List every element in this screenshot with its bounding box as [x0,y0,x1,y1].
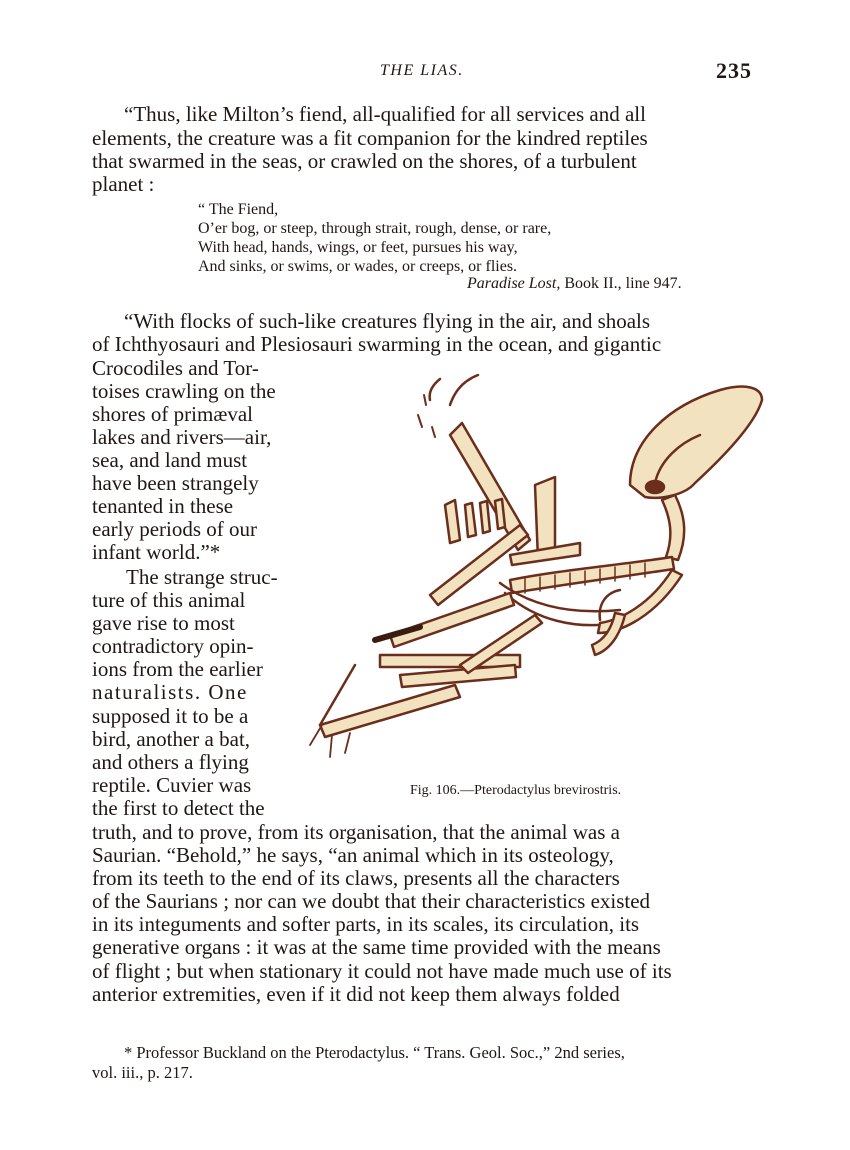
text-line: gave rise to most [92,611,235,635]
text-line: that swarmed in the seas, or crawled on the shores, of a turbulent [92,149,637,173]
text-line: “With flocks of such-like creatures flying in the air, and shoals [124,309,651,333]
text-line: tenanted in these [92,494,234,518]
text-line: naturalists. One [92,680,248,704]
text-line: Saurian. “Behold,” he says, “an animal which in its osteology, [92,843,614,867]
verse-line: And sinks, or swims, or wades, or creeps, or flies. [198,258,518,275]
text-line: toises crawling on the [92,379,276,403]
text-line: anterior extremities, even if it did not keep them always folded [92,982,620,1006]
text-line: reptile. Cuvier was [92,773,252,797]
text-line: planet : [92,172,155,196]
text-line: The strange struc- [126,565,278,589]
footnote-line: * Professor Buckland on the Pterodactylus. “ Trans. Geol. Soc.,” 2nd series, [124,1043,625,1062]
text-line: ions from the earlier [92,657,263,681]
text-line: sea, and land must [92,448,248,472]
verse-line: “ The Fiend, [198,201,279,218]
text-line: in its integuments and softer parts, in its scales, its circulation, its [92,912,640,936]
page-number: 235 [716,58,752,83]
citation-reference: Book II., line 947. [560,275,682,292]
text-line: the first to detect the [92,796,265,820]
text-line: elements, the creature was a fit companion for the kindred reptiles [92,126,648,150]
citation-title: Paradise Lost, [467,275,561,292]
text-line: and others a flying [92,750,249,774]
text-line: infant world.”* [92,540,221,564]
text-line: ture of this animal [92,588,246,612]
text-line: of flight ; but when stationary it could not have made much use of its [92,959,672,983]
text-line: “Thus, like Milton’s fiend, all-qualified for all services and all [124,102,646,126]
text-line: Crocodiles and Tor- [92,356,259,380]
text-line: have been strangely [92,471,259,495]
text-line: of Ichthyosauri and Plesiosauri swarming in the ocean, and gigantic [92,332,662,356]
verse-citation [467,274,682,294]
footnote-line: vol. iii., p. 217. [92,1063,193,1082]
text-line: of the Saurians ; nor can we doubt that their characteristics existed [92,889,651,913]
text-line: truth, and to prove, from its organisation, that the animal was a [92,820,620,844]
figure-caption: Fig. 106.—Pterodactylus brevirostris. [410,783,622,798]
running-header-title: THE LIAS. [380,62,464,79]
pterodactyl-skeleton-illustration [300,365,770,785]
text-line: shores of primæval [92,402,253,426]
text-line: from its teeth to the end of its claws, presents all the characters [92,866,620,890]
text-line: early periods of our [92,517,258,541]
text-line: supposed it to be a [92,704,249,728]
text-line: bird, another a bat, [92,727,251,751]
verse-line: With head, hands, wings, or feet, pursues his way, [198,239,518,256]
text-line: lakes and rivers—air, [92,425,272,449]
text-line: generative organs : it was at the same time provided with the means [92,935,661,959]
text-line: contradictory opin- [92,634,254,658]
verse-line: O’er bog, or steep, through strait, rough, dense, or rare, [198,220,552,237]
